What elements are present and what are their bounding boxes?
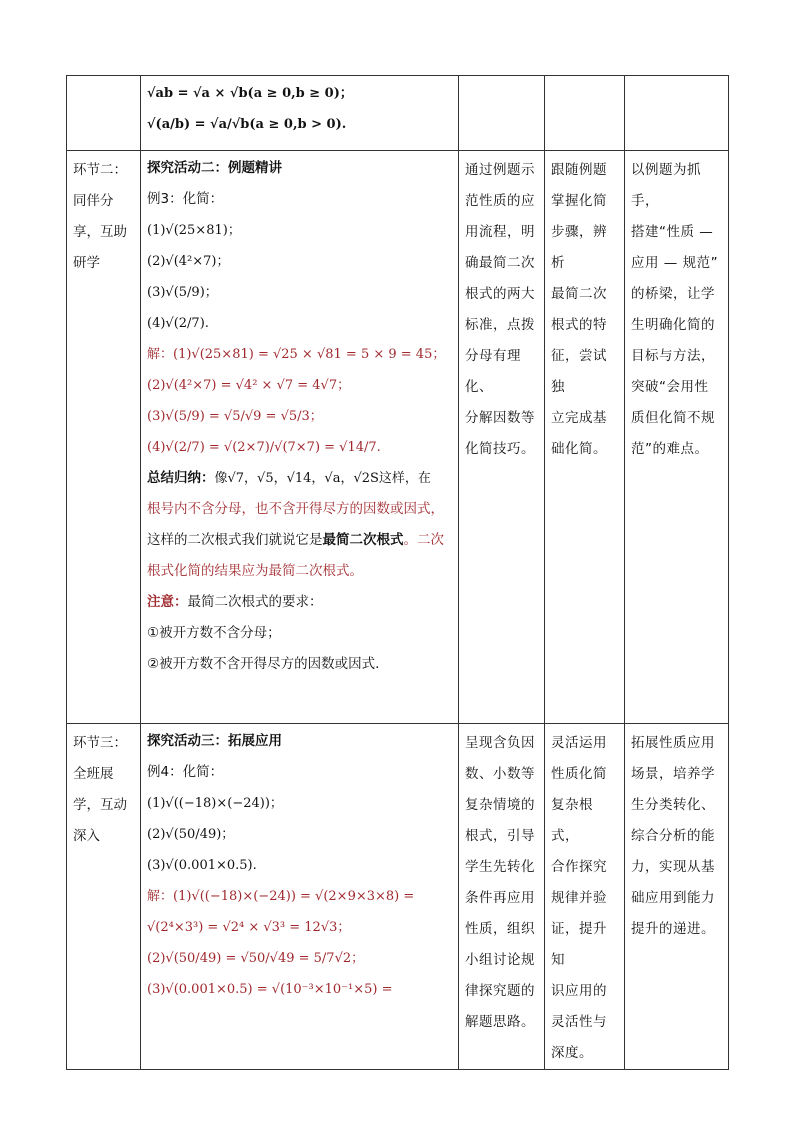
- stage-cell: [67, 724, 141, 1070]
- intent-line: 综合分析的能: [631, 828, 715, 844]
- stage-line: 同伴分: [73, 193, 114, 209]
- teacher-line: 根式，引导: [465, 828, 535, 844]
- stage-cell: [67, 76, 141, 151]
- problem: (3)√(5/9)；: [147, 285, 218, 300]
- teacher-line: 复杂情境的: [465, 797, 535, 813]
- intent-line: 范”的难点。: [631, 441, 709, 457]
- solution: (3)√(5/9) = √5/√9 = √5/3；: [147, 409, 323, 424]
- activity-title: 探究活动二：例题精讲: [147, 160, 282, 176]
- intent-line: 突破“会用性: [631, 379, 709, 395]
- student-line: 征，尝试独: [551, 348, 607, 395]
- intent-line: 以例题为抓手，: [631, 162, 701, 209]
- student-cell: [545, 151, 625, 724]
- teacher-line: 数、小数等: [465, 766, 535, 782]
- solution: 解：(1)√((−18)×(−24)) = √(2×9×3×8) =: [147, 889, 415, 904]
- teacher-line: 通过例题示: [465, 162, 535, 178]
- teacher-line: 用流程，明: [465, 224, 535, 240]
- solution: (2)√(50/49) = √50/√49 = 5/7√2；: [147, 951, 365, 966]
- problem: (2)√(50/49)；: [147, 827, 235, 842]
- teacher-line: 性质，组织: [465, 921, 535, 937]
- teacher-line: 标准，点拨: [465, 317, 535, 333]
- problem: (1)√((−18)×(−24))；: [147, 796, 283, 811]
- summary-line: 根式化简的结果应为最简二次根式。: [147, 563, 363, 579]
- stage-line: 环节二：: [73, 162, 127, 178]
- summary-label: 总结归纳：: [147, 470, 215, 486]
- intent-line: 生明确化简的: [631, 317, 715, 333]
- solution: (2)√(4²×7) = √4² × √7 = 4√7；: [147, 378, 351, 393]
- intent-line: 力，实现从基: [631, 859, 715, 875]
- teacher-line: 条件再应用: [465, 890, 535, 906]
- student-cell: [545, 724, 625, 1070]
- content-cell: [141, 724, 459, 1070]
- teacher-line: 分母有理化、: [465, 348, 521, 395]
- teacher-line: 分解因数等: [465, 410, 535, 426]
- teacher-cell: [459, 76, 545, 151]
- student-line: 掌握化简: [551, 193, 607, 209]
- table-row: [67, 724, 729, 1070]
- student-line: 识应用的: [551, 983, 607, 999]
- student-line: 深度。: [551, 1045, 593, 1061]
- student-line: 立完成基: [551, 410, 607, 426]
- teacher-line: 学生先转化: [465, 859, 535, 875]
- summary-text: 像√7，√5，√14，√a，√2S这样，在: [214, 471, 431, 486]
- intent-line: 质但化简不规: [631, 410, 715, 426]
- teacher-line: 小组讨论规: [465, 952, 535, 968]
- student-line: 跟随例题: [551, 162, 607, 178]
- intent-line: 生分类转化、: [631, 797, 715, 813]
- student-line: 最简二次: [551, 286, 607, 302]
- stage-line: 学，互动: [73, 797, 127, 813]
- teacher-cell: [459, 724, 545, 1070]
- teacher-line: 解题思路。: [465, 1014, 535, 1030]
- student-line: 规律并验: [551, 890, 607, 906]
- note-item: ①被开方数不含分母；: [147, 625, 281, 641]
- note-label: 注意：: [147, 594, 188, 610]
- stage-line: 深入: [73, 828, 100, 844]
- problem: (1)√(25×81)；: [147, 223, 241, 238]
- summary-line: 根号内不含分母，也不含开得尽方的因数或因式，: [147, 501, 444, 517]
- stage-line: 环节三：: [73, 735, 127, 751]
- problem: (2)√(4²×7)；: [147, 254, 230, 269]
- stage-line: 研学: [73, 255, 100, 271]
- summary-text: 这样的二次根式我们就说它是: [147, 532, 323, 548]
- student-line: 合作探究: [551, 859, 607, 875]
- intent-line: 目标与方法，: [631, 348, 715, 364]
- summary-line: [147, 525, 452, 556]
- content-cell: [141, 151, 459, 724]
- intent-line: 场景，培养学: [631, 766, 715, 782]
- note-line: [147, 587, 452, 618]
- summary-line: [147, 463, 452, 494]
- student-line: 础化简。: [551, 441, 607, 457]
- student-line: 复杂根式，: [551, 797, 593, 844]
- intent-line: 拓展性质应用: [631, 735, 715, 751]
- activity-title: 探究活动三：拓展应用: [147, 733, 282, 749]
- table-row: [67, 76, 729, 151]
- intent-line: 应用 — 规范”: [631, 255, 719, 271]
- problem: (4)√(2/7).: [147, 316, 209, 331]
- student-line: 灵活运用: [551, 735, 607, 751]
- note-item: ②被开方数不含开得尽方的因数或因式.: [147, 656, 380, 672]
- student-line: 证，提升知: [551, 921, 607, 968]
- formula-quotient-rule: √(a/b) = √a/√b(a ≥ 0,b > 0).: [147, 117, 347, 132]
- teacher-line: 根式的两大: [465, 286, 535, 302]
- student-line: 性质化简: [551, 766, 607, 782]
- summary-text: 。二次: [403, 532, 444, 548]
- intent-line: 搭建“性质 —: [631, 224, 714, 240]
- content-cell: [141, 76, 459, 151]
- intent-line: 础应用到能力: [631, 890, 715, 906]
- example-intro: 例4：化简：: [147, 764, 224, 780]
- problem: (3)√(0.001×0.5).: [147, 858, 257, 873]
- student-line: 根式的特: [551, 317, 607, 333]
- student-line: 灵活性与: [551, 1014, 607, 1030]
- formula-product-rule: √ab = √a × √b(a ≥ 0,b ≥ 0)；: [147, 86, 353, 101]
- stage-line: 享，互助: [73, 224, 127, 240]
- intent-line: 的桥梁，让学: [631, 286, 715, 302]
- student-cell: [545, 76, 625, 151]
- teacher-line: 呈现含负因: [465, 735, 535, 751]
- teacher-cell: [459, 151, 545, 724]
- stage-cell: [67, 151, 141, 724]
- intent-line: 提升的递进。: [631, 921, 715, 937]
- teacher-line: 律探究题的: [465, 983, 535, 999]
- teacher-line: 确最简二次: [465, 255, 535, 271]
- student-line: 步骤，辨析: [551, 224, 607, 271]
- lesson-plan-table: [66, 75, 729, 1070]
- teacher-line: 化简技巧。: [465, 441, 535, 457]
- intent-cell: [625, 724, 729, 1070]
- teacher-line: 范性质的应: [465, 193, 535, 209]
- intent-cell: [625, 76, 729, 151]
- solution: √(2⁴×3³) = √2⁴ × √3³ = 12√3；: [147, 920, 351, 935]
- solution: (3)√(0.001×0.5) = √(10⁻³×10⁻¹×5) =: [147, 982, 393, 997]
- solution: 解：(1)√(25×81) = √25 × √81 = 5 × 9 = 45；: [147, 347, 446, 362]
- term-highlight: 最简二次根式: [322, 532, 404, 548]
- note-text: 最简二次根式的要求：: [187, 594, 323, 610]
- solution: (4)√(2/7) = √(2×7)/√(7×7) = √14/7.: [147, 440, 381, 455]
- stage-line: 全班展: [73, 766, 114, 782]
- intent-cell: [625, 151, 729, 724]
- table-row: [67, 151, 729, 724]
- example-intro: 例3：化简：: [147, 191, 224, 207]
